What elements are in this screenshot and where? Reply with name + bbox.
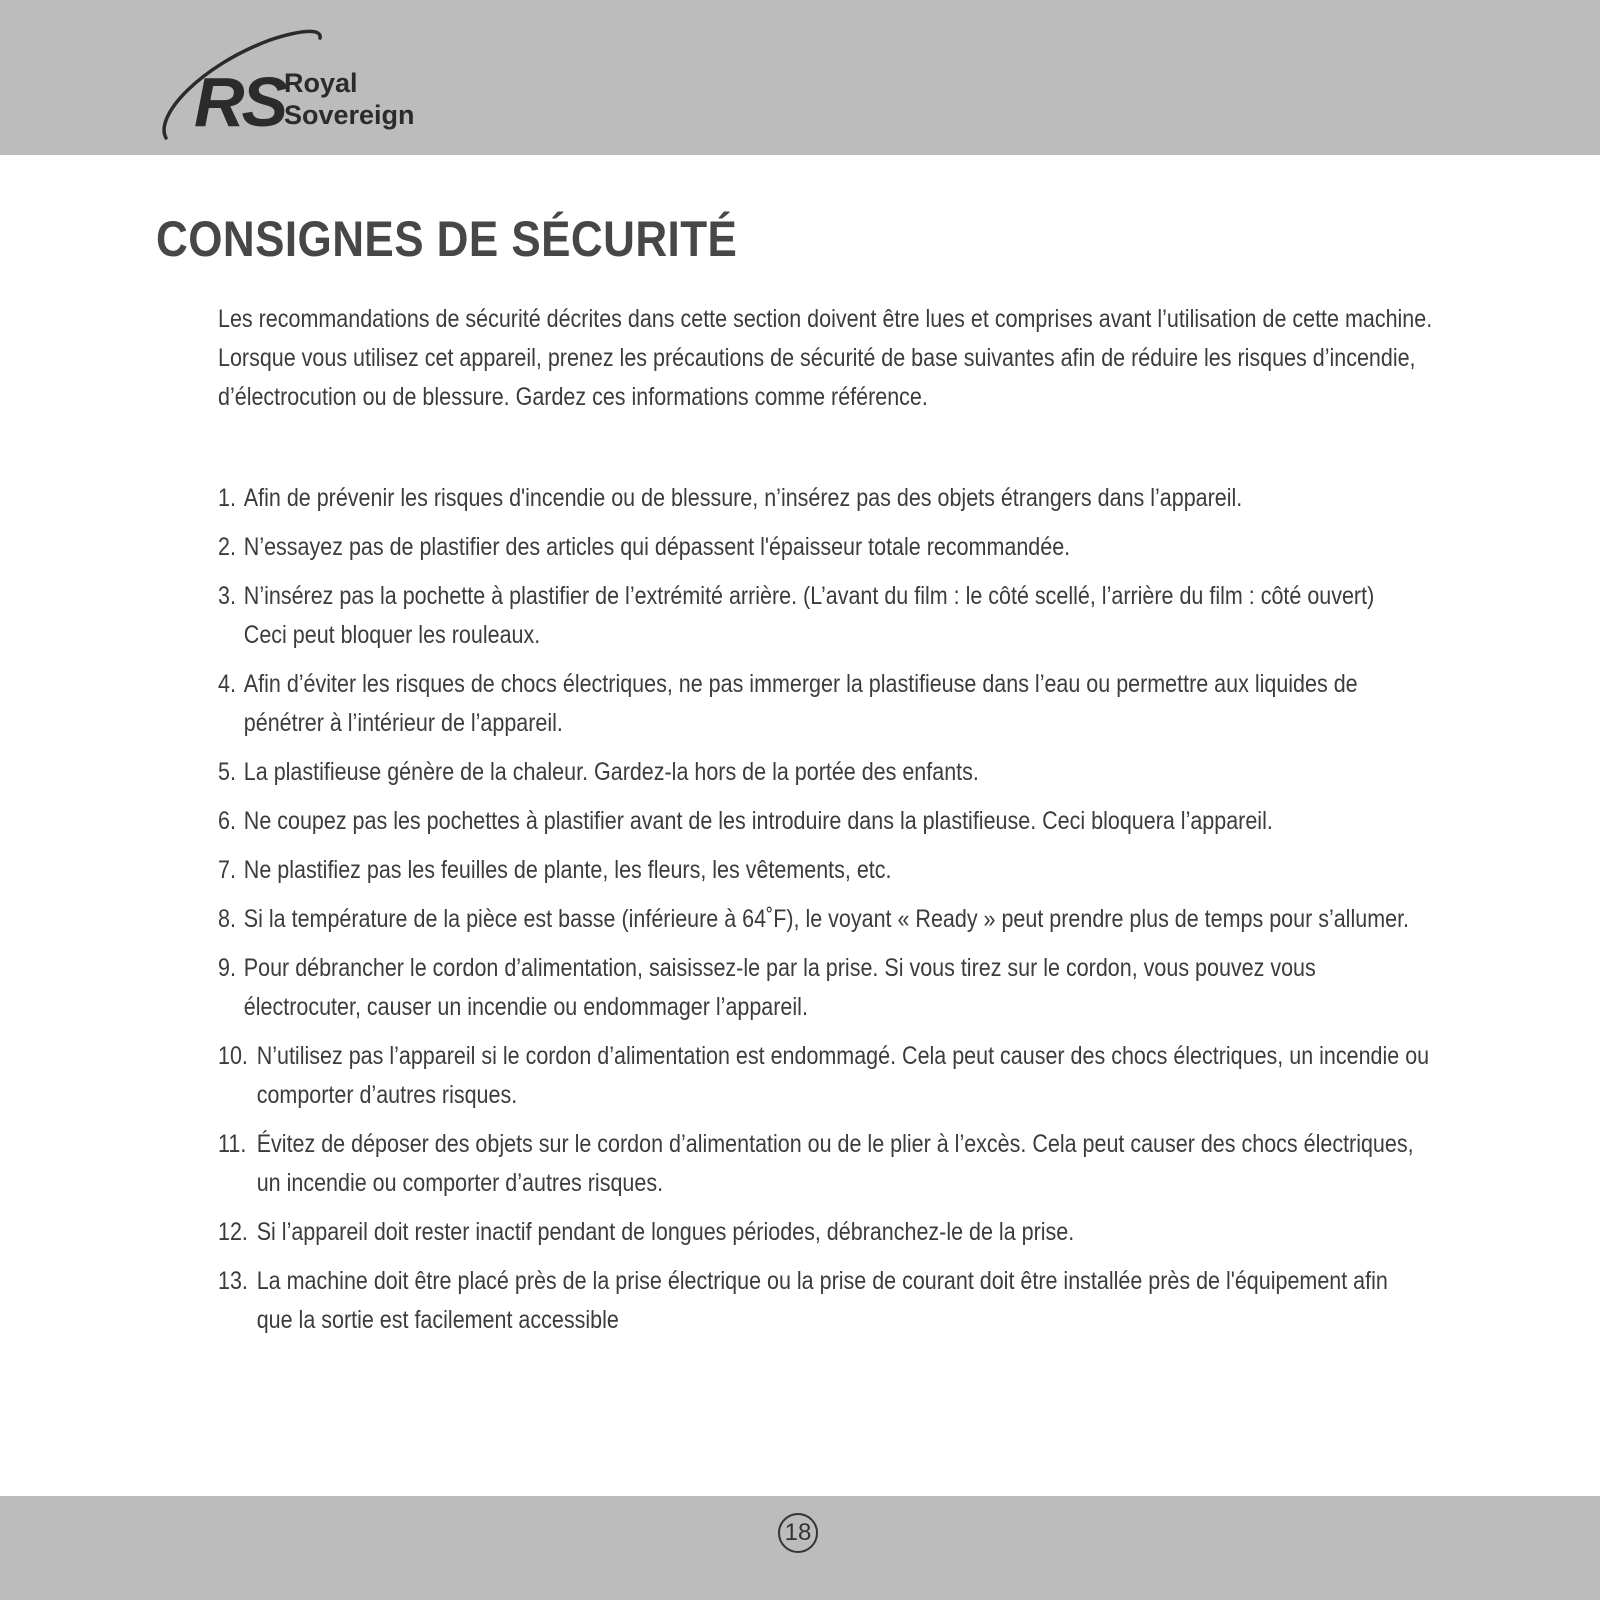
item-text bbox=[257, 1213, 1577, 1252]
item-number: 3. bbox=[218, 582, 236, 610]
intro-paragraph bbox=[218, 300, 1577, 417]
item-line: La plastifieuse génère de la chaleur. Gardez-la hors de la portée des enfants. bbox=[243, 758, 979, 786]
item-line: N’utilisez pas l’appareil si le cordon d’alimentation est endommagé. Cela peut causer des chocs électriques, un incendie ou bbox=[256, 1042, 1430, 1070]
item-line: Afin d’éviter les risques de chocs électriques, ne pas immerger la plastifieuse dans l’eau ou permettre aux liquides de bbox=[243, 670, 1358, 698]
item-text bbox=[244, 753, 1577, 792]
item-line: Ne plastifiez pas les feuilles de plante, les fleurs, les vêtements, etc. bbox=[243, 856, 892, 884]
item-line: Évitez de déposer des objets sur le cordon d’alimentation ou de le plier à l’excès. Cela peut causer des chocs électriques, bbox=[256, 1130, 1414, 1158]
item-line: Si la température de la pièce est basse (inférieure à 64˚F), le voyant « Ready » peut prendre plus de temps pour s’allumer. bbox=[243, 905, 1410, 933]
list-item bbox=[218, 1125, 1577, 1203]
logo-swoosh-icon bbox=[160, 26, 460, 146]
list-item bbox=[218, 528, 1577, 567]
item-number: 4. bbox=[218, 670, 236, 698]
page-title: CONSIGNES DE SÉCURITÉ bbox=[156, 211, 738, 267]
list-item bbox=[218, 949, 1577, 1027]
item-text bbox=[244, 479, 1577, 518]
item-number: 13. bbox=[218, 1267, 248, 1295]
item-line: Afin de prévenir les risques d'incendie ou de blessure, n’insérez pas des objets étrangers dans l’appareil. bbox=[243, 484, 1243, 512]
list-item bbox=[218, 479, 1577, 518]
list-item bbox=[218, 665, 1577, 743]
item-text bbox=[244, 577, 1577, 655]
item-line: pénétrer à l’intérieur de l’appareil. bbox=[243, 709, 563, 737]
item-text bbox=[257, 1262, 1577, 1340]
item-number: 9. bbox=[218, 954, 236, 982]
item-number: 5. bbox=[218, 758, 236, 786]
item-number: 6. bbox=[218, 807, 236, 835]
item-text bbox=[244, 851, 1577, 890]
item-number: 12. bbox=[218, 1218, 248, 1246]
item-number: 10. bbox=[218, 1042, 248, 1070]
item-line: électrocuter, causer un incendie ou endommager l’appareil. bbox=[243, 993, 808, 1021]
list-item bbox=[218, 753, 1577, 792]
item-line: La machine doit être placé près de la prise électrique ou la prise de courant doit être installée près de l'équipement afin bbox=[256, 1267, 1388, 1295]
item-number: 2. bbox=[218, 533, 236, 561]
item-text bbox=[257, 1125, 1577, 1203]
intro-line: Les recommandations de sécurité décrites dans cette section doivent être lues et comprises avant l’utilisation de cette machine. bbox=[218, 305, 1433, 333]
list-item bbox=[218, 1262, 1577, 1340]
item-number: 8. bbox=[218, 905, 236, 933]
item-text bbox=[244, 528, 1577, 567]
item-line: comporter d’autres risques. bbox=[256, 1081, 518, 1109]
content bbox=[218, 300, 1577, 1350]
item-number: 11. bbox=[218, 1130, 247, 1158]
item-text bbox=[257, 1037, 1577, 1115]
item-line: Ceci peut bloquer les rouleaux. bbox=[243, 621, 541, 649]
list-item bbox=[218, 577, 1577, 655]
list-item bbox=[218, 900, 1577, 939]
royal-sovereign-logo bbox=[160, 26, 460, 146]
safety-list bbox=[218, 479, 1577, 1340]
header-band bbox=[0, 0, 1600, 155]
item-line: Pour débrancher le cordon d’alimentation, saisissez-le par la prise. Si vous tirez sur le cordon, vous pouvez vous bbox=[243, 954, 1316, 982]
intro-line: d’électrocution ou de blessure. Gardez ces informations comme référence. bbox=[218, 383, 928, 411]
page-number: 18 bbox=[778, 1513, 818, 1553]
list-item bbox=[218, 1037, 1577, 1115]
intro-line: Lorsque vous utilisez cet appareil, prenez les précautions de sécurité de base suivantes afin de réduire les risques d’incendie, bbox=[218, 344, 1416, 372]
list-item bbox=[218, 802, 1577, 841]
item-text bbox=[244, 900, 1577, 939]
logo-brand-line1: Royal bbox=[284, 68, 358, 98]
item-number: 7. bbox=[218, 856, 236, 884]
item-line: Ne coupez pas les pochettes à plastifier avant de les introduire dans la plastifieuse. Ceci bloquera l’appareil. bbox=[243, 807, 1273, 835]
list-item bbox=[218, 1213, 1577, 1252]
item-text bbox=[244, 665, 1577, 743]
item-line: N’essayez pas de plastifier des articles qui dépassent l'épaisseur totale recommandée. bbox=[243, 533, 1071, 561]
item-line: que la sortie est facilement accessible bbox=[256, 1306, 619, 1334]
item-line: Si l’appareil doit rester inactif pendant de longues périodes, débranchez-le de la prise. bbox=[256, 1218, 1075, 1246]
item-line: un incendie ou comporter d’autres risques. bbox=[256, 1169, 664, 1197]
logo-mark: RS bbox=[194, 63, 286, 141]
item-text bbox=[244, 802, 1577, 841]
list-item bbox=[218, 851, 1577, 890]
item-line: N’insérez pas la pochette à plastifier de l’extrémité arrière. (L’avant du film : le côté scellé, l’arrière du film : côté ouvert) bbox=[243, 582, 1375, 610]
item-text bbox=[244, 949, 1577, 1027]
item-number: 1. bbox=[218, 484, 236, 512]
logo-brand-line2: Sovereign bbox=[284, 100, 415, 130]
